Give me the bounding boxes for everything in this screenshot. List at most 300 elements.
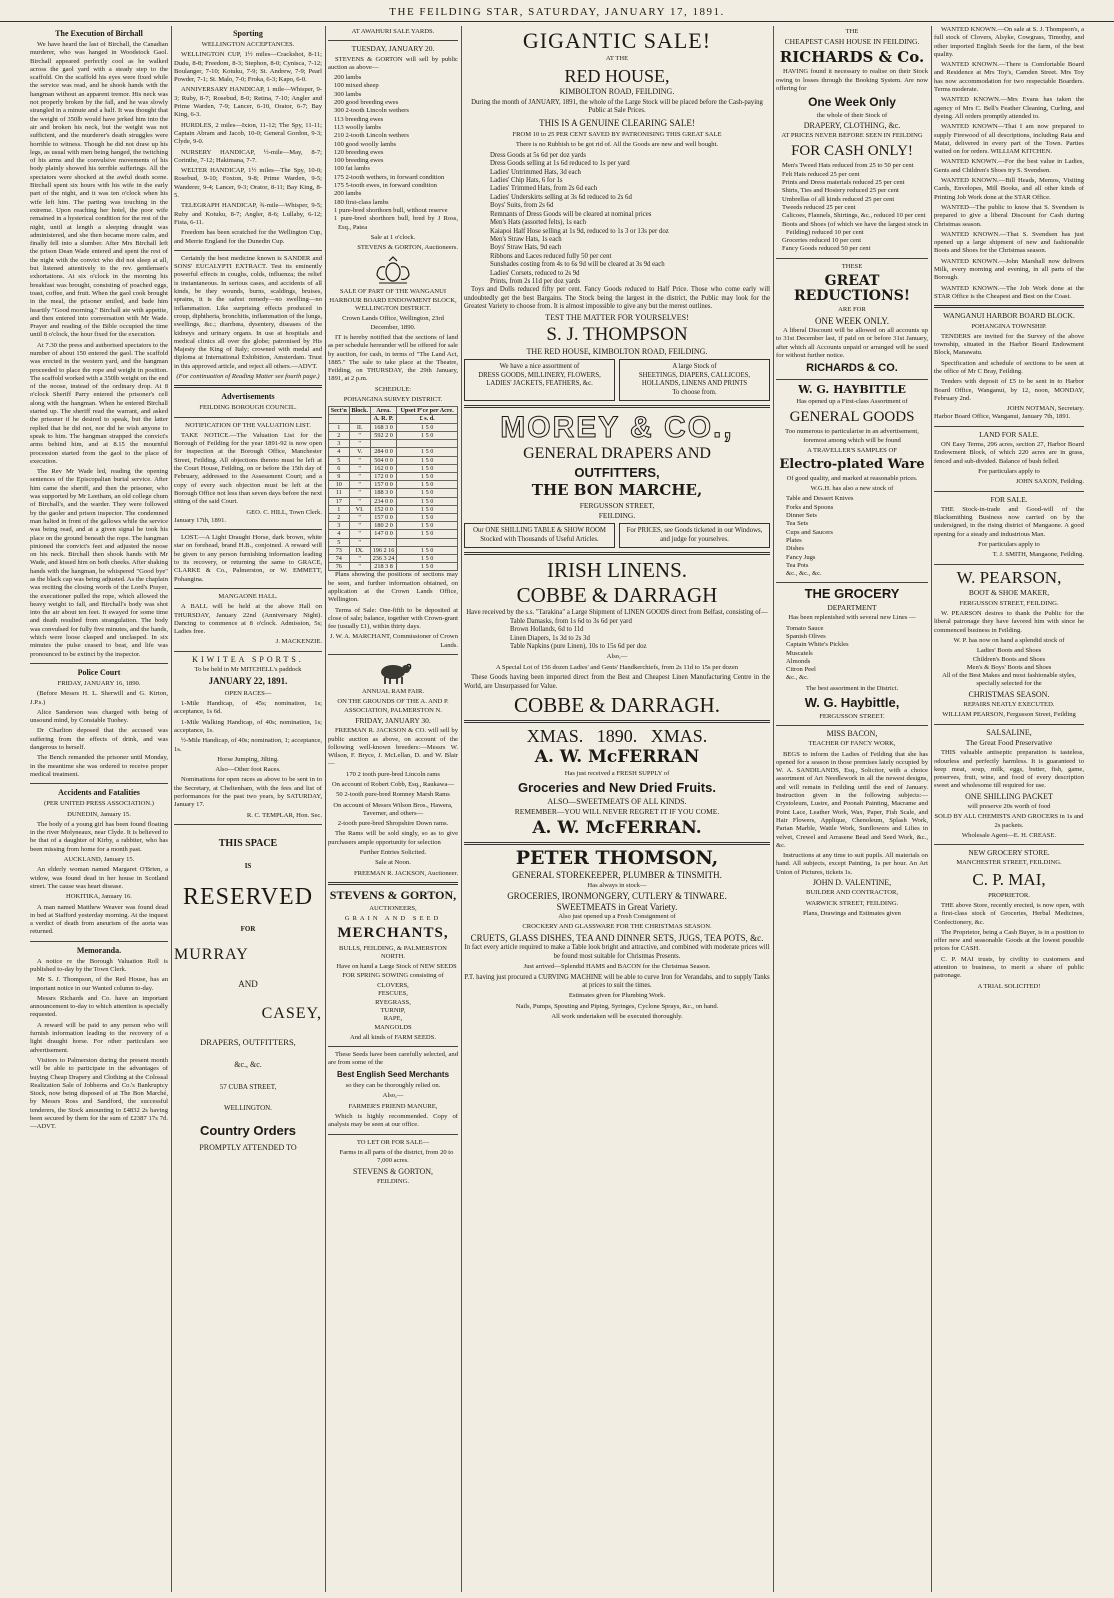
ram-item: 170 2 tooth pure-bred Lincoln rams xyxy=(346,770,440,778)
table-row xyxy=(329,554,458,562)
table-cell: 1 5 0 xyxy=(397,423,458,431)
genuine-clearing: THIS IS A GENUINE CLEARING SALE! xyxy=(539,117,695,128)
table-row xyxy=(329,530,458,538)
during-paragraph: During the month of JANUARY, 1891, the whole of the Large Stock will be placed before the Cash-paying Public at Sale Prices. xyxy=(471,98,763,115)
masthead: THE FEILDING STAR, SATURDAY, JANUARY 17, 1891. xyxy=(0,6,1114,22)
ram-intro: FREEMAN R. JACKSON & CO. will sell by public auction as above, on account of the following well-known breeders:—Messrs W. Wilson, F. Bryce, J. McLellan, D. and W. Blair— xyxy=(328,727,458,768)
table-cell: 168 3 0 xyxy=(370,423,397,431)
table-cell: " xyxy=(349,440,370,448)
promptly-attended: PROMPTLY ATTENDED TO xyxy=(199,1142,297,1152)
list-item: Almonds xyxy=(786,657,811,665)
list-item: 175 2-tooth wethers, in forward condition xyxy=(334,173,445,181)
list-item: Ladies' Trimmed Hats, from 2s 6d each xyxy=(490,185,598,193)
harbor-office: Harbor Board Office, Wanganui, January 7th, 1891. xyxy=(934,413,1071,421)
table-cell: 1 xyxy=(329,505,350,513)
sg-final: STEVENS & GORTON, xyxy=(352,1166,434,1176)
table-row xyxy=(329,464,458,472)
ram-item: On account of Messrs Wilson Bros., Hawera, Taverner, and others— xyxy=(333,801,453,817)
haybittle-footer: W. G. Haybittle, xyxy=(804,695,900,711)
list-item: Kaiapoi Half Hose selling at 1s 9d, reduced to 1s 3 or 13s per doz xyxy=(490,227,669,235)
list-item: Spanish Olives xyxy=(786,632,826,640)
table-row xyxy=(329,472,458,480)
spec-paragraph: Specification and schedule of sections to be seen at the office of Mr C Bray, Feilding. xyxy=(934,359,1084,375)
seed-item: TURNIP, xyxy=(380,1006,406,1014)
article-paragraph: In fact every article required to make a Table look bright and attractive, and combined with moderate prices will be found most suitable for Christmas Presents. xyxy=(464,944,770,960)
fergusson-street: FERGUSSON STREET, xyxy=(579,500,655,510)
sporting-paragraph: ANNIVERSARY HANDICAP, 1 mile—Whisper, 9-3; Ruby, 8-7; Rosebud, 8-0; Retina, 7-10; Angler and Prime Warden, 7-9; Lancer, 6-10, Orator, 6-7; Bay King, 6-3. xyxy=(174,86,322,119)
sg-places: BULLS, FEILDING, & PALMERSTON NORTH. xyxy=(339,944,447,961)
manure-paragraph: Which is highly recommended. Copy of analysis may be seen at our office. xyxy=(328,1113,458,1129)
best-assortment: The best assortment in the District. xyxy=(805,684,899,692)
one-shilling-packet: ONE SHILLING PACKET xyxy=(965,791,1053,801)
ram-entries: Further Entries Solicited. xyxy=(359,849,427,857)
list-item: Felt Hats reduced 25 per cent xyxy=(782,170,860,178)
table-cell: 1 5 0 xyxy=(397,456,458,464)
race-item: Nominations for open races as above to be sent in to the Secretary, at Cheltenham, with the fees and list of performances for the past two years, by SATURDAY, January 17. xyxy=(174,776,322,809)
address: 57 CUBA STREET, xyxy=(219,1082,277,1091)
table-cell: 172 0 0 xyxy=(370,472,397,480)
crockery-glassware: CROCKERY AND GLASSWARE FOR THE CHRISTMAS SEASON. xyxy=(522,923,712,931)
schedule-header: Area. xyxy=(370,407,397,415)
schedule-unit xyxy=(349,415,370,423)
column-news xyxy=(30,26,168,1592)
crown-lands-office: Crown Lands Office, Wellington, 23rd December, 1890. xyxy=(342,315,444,331)
list-item: Boots and Shoes (of which we have the largest stock in Feilding) reduced 10 per cent xyxy=(782,220,928,236)
curving-machine: P.T. having just procured a CURVING MACHINE will be able to curve Iron for Verandahs, and to supply Tanks at prices to suit the times. xyxy=(464,973,770,989)
table-cell: 6 xyxy=(329,464,350,472)
the: THE xyxy=(845,28,859,35)
new-grocery-store: NEW GROCERY STORE. xyxy=(968,848,1050,858)
memoranda-title: Memoranda. xyxy=(76,945,122,955)
pearson-hand: W. P. has now on hand a splendid stock of xyxy=(953,636,1065,644)
forsale-apply: For particulars apply to xyxy=(978,541,1040,549)
valentine: JOHN D. VALENTINE, xyxy=(812,878,892,888)
police-court-title: Police Court xyxy=(77,667,121,677)
plans-estimates: Plans, Drawings and Estimates given xyxy=(803,909,901,917)
list-item: Ladies' Corsets, reduced to 2s 9d xyxy=(490,269,580,277)
police-paragraph: The Bench remanded the prisoner until Monday, in the meantime she was ordered to receive proper medical treatment. xyxy=(30,754,168,778)
memoranda-paragraph: A notice re the Borough Valuation Roll is published to-day by the Town Clerk. xyxy=(30,957,168,973)
richards-co-footer: RICHARDS & CO. xyxy=(806,362,898,375)
dateline: AUCKLAND, January 15. xyxy=(63,856,135,864)
mcferran: A. W. McFERRAN xyxy=(534,746,700,767)
box-intro: We have a nice assortment of xyxy=(499,363,580,371)
list-item: All of the Best Makes and most fashionable styles, specially selected for the xyxy=(942,672,1076,688)
assortment-box xyxy=(464,359,615,401)
red-house-address: KIMBOLTON ROAD, FEILDING. xyxy=(559,87,675,97)
list-item: Men's Tweed Hats reduced from 25 to 50 per cent xyxy=(782,162,914,170)
list-item: Children's Boots and Shoes xyxy=(972,655,1046,663)
good-quality: Of good quality, and marked at reasonable prices. xyxy=(786,474,918,482)
table-cell: " xyxy=(349,497,370,505)
seed-item: RYEGRASS, xyxy=(375,998,411,1006)
race-item: Horse Jumping, Jilting. xyxy=(217,755,279,763)
list-item: Boys' Straw Hats, 9d each xyxy=(490,244,562,252)
travellers-samples: A TRAVELLER'S SAMPLES OF xyxy=(807,446,897,454)
seed-item: MANGOLDS xyxy=(374,1023,412,1031)
cruets: CRUETS, GLASS DISHES, TEA AND DINNER SETS, JUGS, TEA POTS, &c. xyxy=(470,932,764,943)
fergusson-street: FERGUSSON STREET. xyxy=(819,712,885,720)
box-intro: A large Stock of xyxy=(672,363,717,371)
wanted-ad: WANTED KNOWN.—That S. Svendsen has just opened up a large shipment of new and fashionable Boots and Shoes for the Christmas season. xyxy=(934,230,1084,255)
list-item: 1 pure-bred shorthorn bull, bred by J Ross, Esq., Patea xyxy=(334,215,458,231)
sg-intro: STEVENS & GORTON will sell by public auction as above— xyxy=(328,55,458,71)
table-cell: 73 xyxy=(329,546,350,554)
trial-solicited: A TRIAL SOLICITED! xyxy=(977,982,1041,990)
table-cell: 5 xyxy=(329,538,350,546)
warwick-street: WARWICK STREET, FEILDING. xyxy=(805,899,899,907)
for-word: FOR xyxy=(240,924,256,933)
police-date: FRIDAY, JANUARY 16, 1890. xyxy=(57,679,141,687)
table-row xyxy=(329,448,458,456)
christmas-season: CHRISTMAS SEASON. xyxy=(968,689,1050,699)
wanganui-heading: SALE OF PART OF THE WANGANUI HARBOUR BOARD ENDOWMENT BLOCK, WELLINGTON DISTRICT. xyxy=(329,288,457,313)
feilding: FEILDING. xyxy=(598,511,636,521)
stock-box xyxy=(619,359,770,401)
sg-final-place: FEILDING. xyxy=(376,1177,410,1185)
accident-paragraph: The body of a young girl has been found floating in the river Molyneaux, near Clyde. It is believed to be that of a daughter of Kirby, a rabbiter, who has been missing from home for a month past. xyxy=(30,820,168,853)
column-rule xyxy=(461,26,462,1592)
table-cell: 218 3 8 xyxy=(370,563,397,571)
auctioneers-signature: STEVENS & GORTON, Auctioneers. xyxy=(357,244,458,252)
table-cell: 1 5 0 xyxy=(397,497,458,505)
list-item: 200 good breeding ewes xyxy=(334,99,399,107)
awahuri-heading: AT AWAHURI SALE YARDS. xyxy=(351,28,435,35)
table-cell: 147 0 0 xyxy=(370,530,397,538)
list-item: Muscatels xyxy=(786,649,813,657)
wanted-list xyxy=(934,26,1084,301)
schedule-unit: £ s. d. xyxy=(397,415,458,423)
kiwitea-signature: R. C. TEMPLAR, Hon. Sec. xyxy=(246,811,322,819)
pearson-signature: WILLIAM PEARSON, Fergusson Street, Feilding xyxy=(942,711,1076,719)
cutlery-list xyxy=(776,495,928,578)
one-week-only-2: ONE WEEK ONLY. xyxy=(814,315,889,326)
pearson-street: FERGUSSON STREET, FEILDING. xyxy=(959,599,1059,607)
list-item: Men's & Boys' Boots and Shoes xyxy=(966,663,1052,671)
list-item: 300 2-tooth Lincoln wethers xyxy=(334,107,409,115)
list-item: 100 breeding ewes xyxy=(334,157,384,165)
table-cell: 188 3 0 xyxy=(370,489,397,497)
fresh-supply: Has just received a FRESH SUPPLY of xyxy=(564,769,670,777)
sg-auctioneers: AUCTIONEERS, xyxy=(369,904,417,912)
schedule-header: Upset P'ce per Acre. xyxy=(397,407,458,415)
table-row xyxy=(329,522,458,530)
table-cell: 196 2 16 xyxy=(370,546,397,554)
table-cell: 1 5 0 xyxy=(397,563,458,571)
table-cell: " xyxy=(349,538,370,546)
seed-item: FESCUES, xyxy=(378,990,408,998)
advertisements-title: Advertisements xyxy=(221,392,275,402)
police-paragraph: Alice Sanderson was charged with being of unsound mind, by Constable Tuohey. xyxy=(30,708,168,725)
cobbe-darragh: COBBE & DARRAGH xyxy=(516,583,718,608)
list-item: Cups and Saucers xyxy=(786,528,833,536)
to-let: TO LET OR FOR SALE— xyxy=(356,1138,430,1146)
lost-horse-ad: LOST.—A Light Draught Horse, dark brown, white star on forehead, brand H.B., conjoined. A reward will be given to any person furnishing information leading to its recovery, or returning the same to GRACE, CLARKE & Co., Palmerston, or W. EMMETT, Pohangina. xyxy=(174,534,322,583)
execution-paragraph: We have heard the last of Birchall, the Canadian murderer, who was hanged in Woodstock Gaol. Birchall appeared perfectly cool as he walked across the gaol yard with a steady step to the scaffold. On the scaffold his eyes were fixed while the service was read, and he shook hands with the hangman without an apparent tremor. His neck was not properly broken by the fall, and he was slowly strangled in a minute and a half. It was thought that the weight of 350lb would have jerked him into the air and broken his neck, but the weight was not sufficient, and the murderer's death struggles were horrible to witness. Though he did not draw up his legs, as usual with men being hanged, the twitching of his arms and the convulsive movements of his body plainly showed his terrible sufferings. All the spectators were shocked at the awful death scene. Birchall spent six hours with his wife in the early part of the night, and it was ten o'clock when his wife left him. The parting was touching in the extreme. Upon reaching her hotel, the poor wife remained in a hysterical condition for the rest of the night, until at length a sleeping draught was administered, and she then became more calm, and finally fell into a slumber. After Mrs Birchall left the prison Dean Wade entered and spent the rest of the night with the convict who did not sleep at all, but listened attentively to the rev. gentleman's exhortations. At six o'clock in the morning his breakfast was brought, consisting of poached eggs, toast, coffee, and fruit. When the gaol cook brought in the meal, the prisoner smiled, and bade him heartily "Good morning." Birchall ate with appetite, and then entered into conversation with Mr Wade. Prayer and reading of the Bible occupied the time until 8 o'clock, the hour fixed for the execution. xyxy=(30,41,168,339)
sporting-subtitle: WELLINGTON ACCEPTANCES. xyxy=(201,41,295,48)
outfitters: OUTFITTERS, xyxy=(574,465,660,481)
remember: REMEMBER—YOU WILL NEVER REGRET IT IF YOU COME. xyxy=(514,807,720,817)
seeds-relied: so they can be thoroughly relied on. xyxy=(345,1082,441,1090)
table-cell: 284 0 0 xyxy=(370,448,397,456)
list-item: Sunshades costing from 4s to 6s 9d will be cleared at 3s 9d each xyxy=(490,261,665,269)
at-the: AT THE xyxy=(605,55,629,63)
opened-up: Has opened up a First-class Assortment of xyxy=(796,398,908,406)
handkerchiefs: A Special Lot of 156 dozen Ladies' and Gents' Handkerchiefs, from 2s 11d to 15s per dozen xyxy=(495,663,739,671)
royal-coat-of-arms-icon xyxy=(371,255,415,285)
list-item: 100 fat lambs xyxy=(334,165,370,173)
list-item: Umbrellas of all kinds reduced 25 per cent xyxy=(782,195,895,203)
list-item: Tea Sets xyxy=(786,520,809,528)
table-cell: 2 xyxy=(329,431,350,439)
table-cell: 2 xyxy=(329,513,350,521)
list-item: Fancy Goods reduced 50 per cent xyxy=(782,245,871,253)
wanted-ad: WANTED KNOWN.—John Marshall now delivers Milk, every morning and evening, in all parts of the Borough. xyxy=(934,257,1084,282)
table-cell: 236 3 24 xyxy=(370,554,397,562)
table-cell: 76 xyxy=(329,563,350,571)
forsale-paragraph: THE Stock-in-trade and Good-will of the Blacksmithing Business now carried on by the undersigned, in the rising district of Mangaone. A good opening for a steady and industrious Man. xyxy=(934,505,1084,538)
list-item: 100 mixed sheep xyxy=(334,82,379,90)
wanted-ad: WANTED KNOWN.—The Job Work done at the STAR Office is the Cheapest and Best on the Coast. xyxy=(934,284,1084,300)
list-item: Ladies' Boots and Shoes xyxy=(976,647,1042,655)
wanted-ad: WANTED KNOWN.—Mrs Evans has taken the agency of Mrs C. Bell's Feather Cleaning, Curling, and dyeing. All orders promptly attended to. xyxy=(934,96,1084,120)
wanted-ad: WANTED KNOWN.—On sale at S. J. Thompson's, a full stock of Clovers, Alsyke, Cowgrass, Timothy, and other imported English Seeds for the farm, of the best quality. xyxy=(934,26,1084,58)
these: THESE xyxy=(841,262,863,270)
table-cell: 74 xyxy=(329,554,350,562)
table-cell: 1 5 0 xyxy=(397,464,458,472)
drapers-outfitters: DRAPERS, OUTFITTERS, xyxy=(200,1037,296,1048)
list-item: Tweeds reduced 25 per cent xyxy=(782,203,856,211)
table-cell: 157 0 0 xyxy=(370,481,397,489)
always-stock: Has always in stock— xyxy=(587,881,647,889)
table-cell: 157 0 0 xyxy=(370,513,397,521)
list-item: Dress Goods at 5s 6d per doz yards xyxy=(490,151,587,159)
electro-plated: Electro-plated Ware xyxy=(779,457,925,473)
sporting-paragraph: WELTER HANDICAP, 1½ miles—The Spy, 10-0; Rosebud, 9-10; Foxton, 9-8; Prime Warden, 9-5; Wanderer, 9-4; Lancer, 9-3; Orator, 8-11; Bay King, 8-5. xyxy=(174,167,322,200)
salsaline-sub: The Great Food Preservative xyxy=(965,737,1053,747)
table-cell: 1 5 0 xyxy=(397,448,458,456)
table-cell xyxy=(397,538,458,546)
land-paragraph: ON Easy Terms, 296 acres, section 27, Harbor Board Endowment Block, of which 220 acres are in grass, fenced and sub-divided. Balance of bush felled. xyxy=(934,441,1084,465)
list-item: Ladies' Chip Hats, 6 for 1s xyxy=(490,177,563,185)
tenders-paragraph: TENDERS are invited for the Survey of the above township, situated in the Harbor Board Endowment Block, Manawatu. xyxy=(934,332,1084,357)
sporting-paragraph: TELEGRAPH HANDICAP, ¾-mile—Whisper, 9-5; Ruby and Kotuku, 8-7; Angler, 8-6; Lullaby, 6-12; Fista, 6-11. xyxy=(174,202,322,226)
tenders-deposit: Tenders with deposit of £5 to be sent in to Harbor Board Office, Wanganui, by 12, noon, MONDAY, February 2nd. xyxy=(934,378,1084,402)
pearson-list xyxy=(934,647,1084,688)
will-preserve: will preserve 20s worth of food xyxy=(967,803,1051,810)
accidents-title: Accidents and Fatalities xyxy=(58,788,140,798)
numerous: Too numerous to particularise in an advertisement, foremost among which will be found xyxy=(785,428,919,444)
list-item: 210 2-tooth Lincoln wethers xyxy=(334,132,409,140)
race-item: 1-Mile Handicap, of 45s; nomination, 1s; acceptance, 1s 6d. xyxy=(174,700,322,716)
list-item: Prints, from 2s 11d per doz yards xyxy=(490,277,581,285)
boot-shoe-maker: BOOT & SHOE MAKER, xyxy=(968,588,1050,598)
table-row xyxy=(329,513,458,521)
the-grocery: THE GROCERY xyxy=(804,586,900,602)
proprietor: PROPRIETOR. xyxy=(988,891,1030,899)
reserved-big: RESERVED xyxy=(182,883,314,910)
seeds-list xyxy=(328,982,458,1032)
table-cell: 10 xyxy=(329,481,350,489)
percent-saved: FROM 10 to 25 PER CENT SAVED BY PATRONISING THIS GREAT SALE xyxy=(512,131,722,139)
ram-fair-title: ANNUAL RAM FAIR. xyxy=(361,688,425,696)
list-item: Prints and Dress materials reduced 25 per cent xyxy=(782,179,905,187)
kiwitea-title: KIWITEA SPORTS. xyxy=(192,654,304,664)
salsaline: SALSALINE, xyxy=(986,727,1032,737)
list-item: Citron Peel xyxy=(786,666,816,674)
table-cell: " xyxy=(349,489,370,497)
list-item: Remnants of Dress Goods will be cleared at nominal prices xyxy=(490,210,652,218)
and-word: AND xyxy=(238,979,258,990)
list-item: Shirts, Ties and Hosiery reduced 25 per cent xyxy=(782,187,899,195)
having-paragraph: HAVING found it necessary to realise on their Stock owing to losses through the Booking System. Are now offering for xyxy=(776,68,928,92)
estimates: Estimates given for Plumbing Work. xyxy=(568,992,666,1000)
column-rule xyxy=(931,26,932,1592)
table-row xyxy=(329,423,458,431)
great-reductions: GREAT REDUCTIONS! xyxy=(793,273,910,304)
grain-seed: GRAIN AND SEED xyxy=(344,914,442,922)
box-items: SHEETINGS, DIAPERS, CALLICOES, HOLLANDS, LINENS AND PRINTS xyxy=(638,371,751,388)
list-item: Men's Hats (assorted felts), 1s each xyxy=(490,219,586,227)
ram-noon: Sale at Noon. xyxy=(375,859,411,867)
pohangina-township: POHANGINA TOWNSHIP. xyxy=(971,322,1047,330)
sporting-paragraph: NURSERY HANDICAP, ½-mile—May, 8-7; Corinthe, 7-12; Hakimana, 7-7. xyxy=(174,148,322,164)
list-item: 300 lambs xyxy=(334,90,362,98)
cobbe-paragraph: Have received by the s.s. "Tarakina" a Large Shipment of LINEN GOODS direct from Belfast, consisting of— xyxy=(466,609,768,617)
bacon-trade: TEACHER OF FANCY WORK, xyxy=(808,740,896,748)
terms-paragraph: Terms of Sale: One-fifth to be deposited at close of sale; balance, together with Crown-grant fee (usually £1), within thirty days. xyxy=(328,606,458,631)
wanted-ad: WANTED KNOWN.—Bill Heads, Memos, Visiting Cards, Envelopes, Mill Books, and all other kinds of Printing Job Work done at the STAR Office. xyxy=(934,177,1084,201)
whole-stock: the whole of their Stock of xyxy=(816,111,888,119)
list-item: Dress Goods selling at 1s 6d reduced to 1s per yard xyxy=(490,160,630,168)
haybittle: W. G. HAYBITTLE xyxy=(798,382,906,396)
murray: MURRAY xyxy=(174,946,249,964)
list-item: Dishes xyxy=(786,545,804,553)
list-item: 180 first-class lambs xyxy=(334,198,389,206)
table-cell: 1 xyxy=(329,423,350,431)
table-row xyxy=(329,489,458,497)
all-work: All work undertaken will be executed thoroughly. xyxy=(551,1013,683,1021)
table-cell: 1 5 0 xyxy=(397,513,458,521)
column-rule xyxy=(773,26,774,1592)
wanted-ad: WANTED KNOWN.—There is Comfortable Board and Residence at Mrs Toy's, Camden Street. Mrs Toy has now accommodation for two respectable Boarders. Terms moderate. xyxy=(934,61,1084,94)
one-week-only: One Week Only xyxy=(808,95,896,110)
table-cell: 5 xyxy=(329,456,350,464)
seed-item: CLOVERS, xyxy=(377,982,409,990)
list-item: &c., &c. xyxy=(786,674,809,682)
table-cell: 3 xyxy=(329,440,350,448)
schedule-unit xyxy=(329,415,350,423)
mai-cash: The Proprietor, being a Cash Buyer, is in a position to offer new and seasonable Goods at the lowest possible prices for CASH. xyxy=(934,928,1084,953)
seeds-intro: Have on hand a Large Stock of NEW SEEDS FOR SPRING SOWING consisting of xyxy=(336,963,457,979)
prices-text: For PRICES, see Goods ticketed in our Windows, and judge for yourselves. xyxy=(626,527,763,543)
drapery-clothing: DRAPERY, CLOTHING, &c. xyxy=(803,121,901,131)
table-row xyxy=(329,505,458,513)
race-item: ½-Mile Handicap, of 40s; nomination, 1; acceptance, 1s. xyxy=(174,737,322,753)
police-paragraph: Dr Charlton deposed that the accused was suffering from the effects of drink, and was dangerous to herself. xyxy=(30,727,168,752)
table-row xyxy=(329,538,458,546)
sporting-paragraph: Freedom has been scratched for the Wellington Cup, and Merrie England for the Dunedin Cup. xyxy=(174,229,322,245)
sale-time: Sale at 1 o'clock. xyxy=(370,233,416,241)
pearson: W. PEARSON, xyxy=(956,567,1062,587)
mangaone-title: MANGAONE HALL. xyxy=(218,592,278,600)
merchants: MERCHANTS, xyxy=(337,925,449,942)
manchester-street: MANCHESTER STREET, FEILDING. xyxy=(956,859,1062,867)
sporting-title: Sporting xyxy=(233,29,263,38)
goods-paragraph: These Goods having been imported direct from the Best and Cheapest Linen Manufacturing Centre in the World, are Unsurpassed for Value. xyxy=(464,674,770,690)
table-cell: 504 0 0 xyxy=(370,456,397,464)
valuation-notice: TAKE NOTICE.—The Valuation List for the Borough of Feilding for the year 1891-92 is now open for inspection at the Borough Office, Manchester Street, Feilding. All objections thereto must be left at the Court House, Feilding, on or before the 15th day of February, addressed to the Assessment Court; and a copy of every such objection must be left at the Borough Office not less than seven days before the next sitting of the said Court. xyxy=(174,431,322,506)
table-cell: II. xyxy=(349,423,370,431)
memoranda-paragraph: Mr S. J. Thompson, of the Red House, has an important notice in our Wanted column to-day. xyxy=(30,976,168,992)
table-row xyxy=(329,481,458,489)
table-row xyxy=(329,456,458,464)
list-item: Tea Pots xyxy=(786,561,809,569)
crockery-intro: Also just opened up a Fresh Consignment of xyxy=(558,913,676,921)
city: WELLINGTON. xyxy=(224,1103,272,1112)
kiwitea-subtitle: To be held in Mr MITCHELL's paddock xyxy=(194,666,302,673)
table-cell: 592 2 0 xyxy=(370,431,397,439)
police-bench: (Before Messrs H. L. Sherwill and G. Kirton, J.P.s.) xyxy=(30,690,168,706)
memoranda-paragraph: A reward will be paid to any person who will furnish information leading to the recovery of a light draught horse. For other particulars see advertisement. xyxy=(30,1021,168,1054)
column-auctions xyxy=(328,26,458,1592)
discount-paragraph: A liberal Discount will be allowed on all accounts up to 31st December last, if paid on or before 31st January, after which all Accounts unpaid or arranged will be sued for without further notice. xyxy=(776,327,928,359)
farms: Farms in all parts of the district, from 20 to 7,000 acres. xyxy=(339,1148,454,1165)
bacon-paragraph: BEGS to inform the Ladies of Feilding that she has opened for a season in those premises lately occupied by W. A. SANDILANDS, Esq., Solicitor, with a choice assortment of Art Needlework in all the newest designs, and will remain in Feilding until the end of January. Instruction given in the following subjects:—Crystoleum, Lustre, and Poonah Painting, Macrame and Point Lace, Leather Work, Wax, Paper, Fish Scale, and Hair Flowers, Applique, Chenoleum, Splash Work, Parian Marble, Wattle Work, Sunflowers and Lilies in velvet, Crewel and Arrasene Bead and Seed Work, &c., &c. xyxy=(776,750,928,849)
also: Also,— xyxy=(382,1092,404,1100)
list-item: Fancy Jugs xyxy=(786,553,816,561)
red-house: RED HOUSE, xyxy=(564,65,670,86)
bon-marche: THE BON MARCHE, xyxy=(531,480,703,499)
wanganui-harbor: WANGANUI HARBOR BOARD BLOCK. xyxy=(943,311,1075,321)
price-list xyxy=(776,162,928,253)
list-item: 113 breeding ewes xyxy=(334,115,384,123)
table-cell: " xyxy=(349,481,370,489)
box-items: DRESS GOODS, MILLINERY, FLOWERS, LADIES' JACKETS, FEATHERS, &c. xyxy=(478,371,601,388)
borough-council: FEILDING BOROUGH COUNCIL. xyxy=(199,404,297,412)
list-item: 200 lambs xyxy=(334,190,362,198)
list-item: Boys' Suits, from 2s 6d xyxy=(490,202,554,210)
replenished: Has been replenished with several new Lines — xyxy=(788,614,916,622)
test-matter: TEST THE MATTER FOR YOURSELVES! xyxy=(545,312,689,322)
bacon-instructions: Instructions at any time to suit pupils. All materials on hand. All subjects, except Painting, 1s per hour. An Art Union of Pictures, tickets 1s. xyxy=(776,852,928,876)
list-item: Plates xyxy=(786,536,802,544)
miss-bacon: MISS BACON, xyxy=(826,728,878,738)
wanted-ad: WANTED—The public to know that S. Svendsen is prepared to give a liberal Discount for Cash during Christmas season. xyxy=(934,203,1084,228)
schedule-header: Block. xyxy=(349,407,370,415)
wanted-ad: WANTED KNOWN—That I am now prepared to supply Firewood of all descriptions, including Rata and Matai, delivered in every part of the Town. Parties waited on for orders. WILLIAM KITCHEN. xyxy=(934,123,1084,156)
seeds-extra: And all kinds of FARM SEEDS. xyxy=(350,1033,436,1041)
notman-signature: JOHN NOTMAN, Secretary. xyxy=(1007,405,1084,413)
continuation-note: (For continuation of Reading Matter see fourth page.) xyxy=(176,372,320,380)
country-orders: Country Orders xyxy=(199,1123,297,1139)
gigantic-sale: GIGANTIC SALE! xyxy=(522,28,712,53)
cheapest-cash-house: CHEAPEST CASH HOUSE IN FEILDING. xyxy=(784,37,920,47)
table-cell: " xyxy=(349,431,370,439)
schedule-subtitle: POHANGINA SURVEY DISTRICT. xyxy=(343,395,443,403)
memoranda-paragraph: Messrs Richards and Co. have an important announcement to-day to which attention is specially requested. xyxy=(30,994,168,1019)
accident-paragraph: A man named Matthew Weaver was found dead in bed at Stafford yesterday morning. At the inquest a verdict of death from aneurism of the aorta was returned. xyxy=(30,903,168,936)
sweetmeats: ALSO—SWEETMEATS OF ALL KINDS. xyxy=(547,796,687,806)
accident-paragraph: An elderly woman named Margaret O'Brien, a widow, was found dead in her house in Scotland street. The cause was heart disease. xyxy=(30,866,168,890)
table-row xyxy=(329,546,458,554)
column-wanted xyxy=(934,26,1084,1592)
seed-item: RAPE, xyxy=(383,1015,403,1023)
xmas-banner: XMAS. 1890. XMAS. xyxy=(526,726,708,747)
saxon-signature: JOHN SAXON, Feilding. xyxy=(1015,478,1084,486)
general-goods: GENERAL GOODS xyxy=(789,408,915,425)
table-cell: 4 xyxy=(329,448,350,456)
